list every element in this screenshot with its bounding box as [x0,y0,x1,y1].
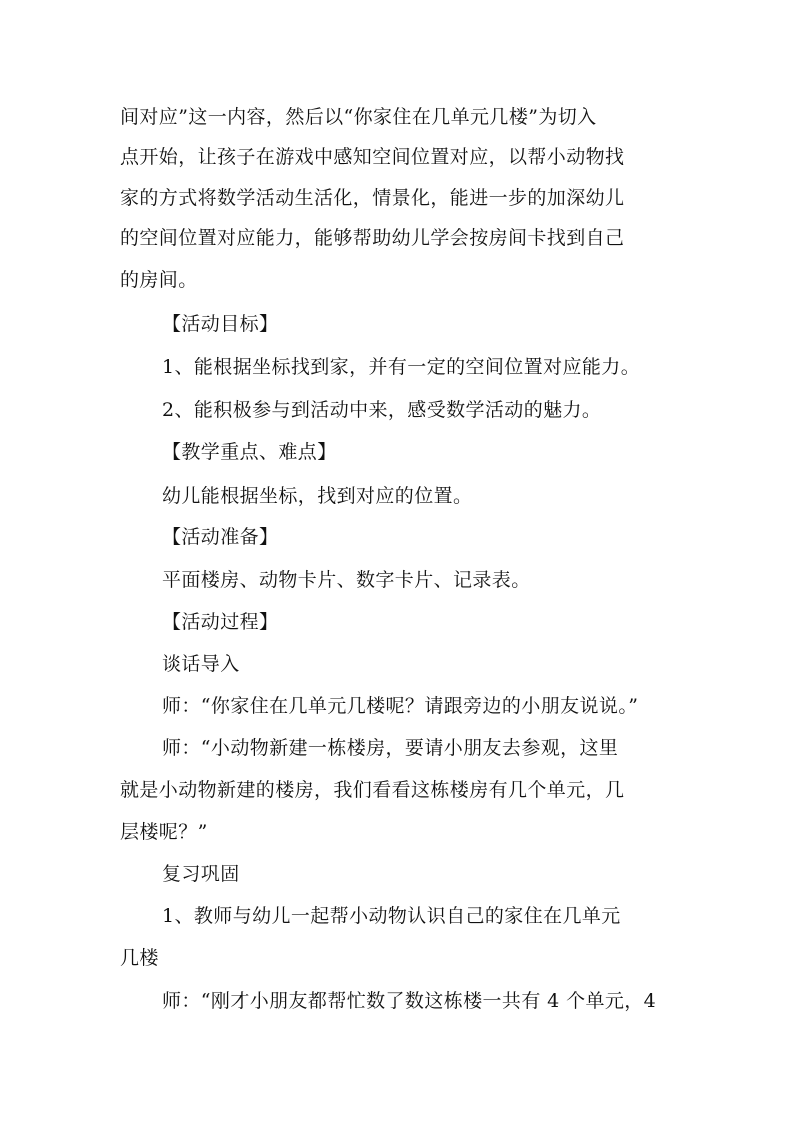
process-step-heading-2: 复习巩固 [162,863,240,885]
preparation-text: 平面楼房、动物卡片、数字卡片、记录表。 [162,569,531,591]
text-line-3: 家的方式将数学活动生活化，情景化，能进一步的加深幼儿 [120,187,625,209]
review-item-1-continued: 几楼 [120,947,159,969]
goal-item-2: 2、能积极参与到活动中来，感受数学活动的魅力。 [162,399,602,421]
dialogue-line-3: 师：“刚才小朋友都帮忙数了数这栋楼一共有 4 个单元，4 [162,990,657,1012]
key-point-text: 幼儿能根据坐标，找到对应的位置。 [162,485,473,507]
dialogue-line-2: 师：“小动物新建一栋楼房，要请小朋友去参观，这里 [162,737,619,759]
goal-item-1: 1、能根据坐标找到家，并有一定的空间位置对应能力。 [162,356,641,378]
text-line-4: 的空间位置对应能力，能够帮助幼儿学会按房间卡找到自己 [120,227,625,249]
text-line-2: 点开始，让孩子在游戏中感知空间位置对应，以帮小动物找 [120,146,625,168]
section-heading-key-points: 【教学重点、难点】 [162,441,337,463]
process-step-heading-1: 谈话导入 [162,653,240,675]
section-heading-preparation: 【活动准备】 [162,526,279,548]
text-line-5: 的房间。 [120,269,198,291]
dialogue-line-1: 师：“你家住在几单元几楼呢？请跟旁边的小朋友说说。” [162,695,639,717]
section-heading-process: 【活动过程】 [162,611,279,633]
text-line-1: 间对应”这一内容，然后以“你家住在几单元几楼”为切入 [120,106,597,128]
review-item-1: 1、教师与幼儿一起帮小动物认识自己的家住在几单元 [162,905,621,927]
dialogue-line-2-continued-1: 就是小动物新建的楼房，我们看看这栋楼房有几个单元，几 [120,779,625,801]
section-heading-activity-goals: 【活动目标】 [162,313,279,335]
dialogue-line-2-continued-2: 层楼呢？” [120,821,208,843]
